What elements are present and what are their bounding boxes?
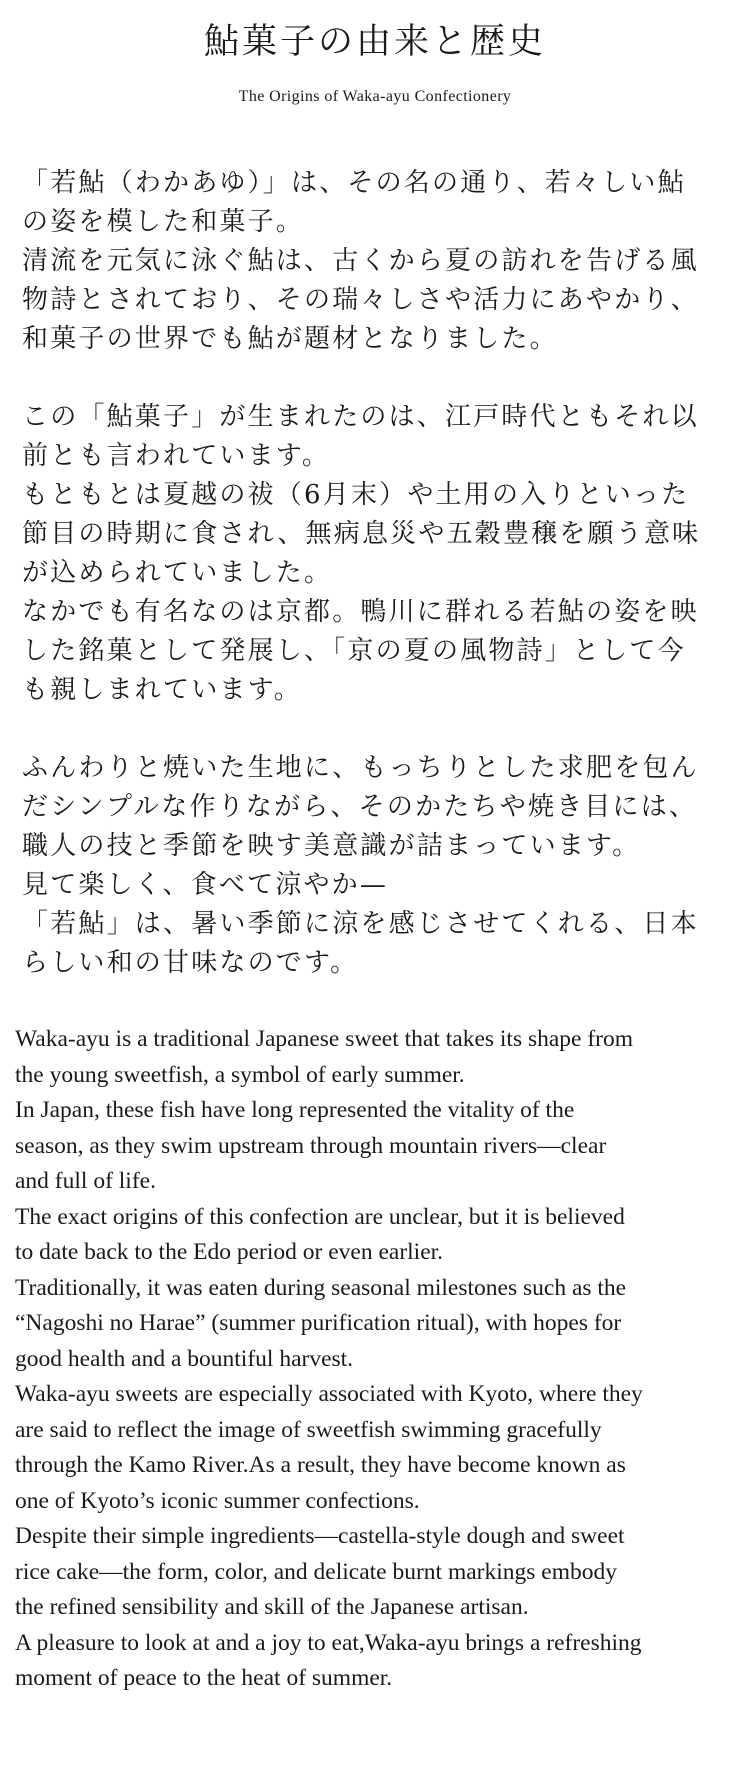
english-line: In Japan, these fish have long represented the vitality of the (15, 1097, 575, 1123)
japanese-line: だシンプルな作りながら、そのかたちや焼き目には、 (22, 792, 698, 822)
japanese-line: 和菓子の世界でも鮎が題材となりました。 (22, 324, 558, 354)
japanese-line: 「若鮎」は、暑い季節に涼を感じさせてくれる、日本 (22, 909, 699, 939)
japanese-line: 清流を元気に泳ぐ鮎は、古くから夏の訪れを告げる風 (22, 246, 699, 276)
japanese-line: もともとは夏越の祓（6月末）や土用の入りといった (22, 480, 690, 510)
japanese-line: 節目の時期に食され、無病息災や五穀豊穣を願う意味 (22, 519, 701, 549)
page-subtitle: The Origins of Waka-ayu Confectionery (238, 88, 512, 105)
english-line: Waka-ayu sweets are especially associated with Kyoto, where they (15, 1381, 643, 1407)
japanese-line: 物詩とされており、その瑞々しさや活力にあやかり、 (22, 285, 699, 315)
japanese-line: が込められていました。 (22, 558, 333, 588)
japanese-paragraph (22, 164, 737, 359)
japanese-line: らしい和の甘味なのです。 (22, 948, 359, 978)
english-line: The exact origins of this confection are unclear, but it is believed (15, 1203, 625, 1230)
english-line: to date back to the Edo period or even earlier. (15, 1239, 444, 1265)
japanese-line: も親しまれています。 (22, 675, 302, 705)
japanese-line: 職人の技と季節を映す美意識が詰まっています。 (22, 831, 641, 861)
english-line: the refined sensibility and skill of the Japanese artisan. (15, 1594, 529, 1620)
english-line: “Nagoshi no Harae” (summer purification ritual), with hopes for (15, 1310, 622, 1336)
english-line: moment of peace to the heat of summer. (15, 1665, 393, 1691)
japanese-line: この「鮎菓子」が生まれたのは、江戸時代ともそれ以 (22, 402, 699, 432)
english-line: season, as they swim upstream through mountain rivers—clear (15, 1132, 607, 1159)
english-line: the young sweetfish, a symbol of early summer. (15, 1061, 465, 1088)
english-line: good health and a bountiful harvest. (15, 1345, 354, 1372)
english-line: Waka-ayu is a traditional Japanese sweet that takes its shape from (15, 1026, 634, 1052)
japanese-line: なかでも有名なのは京都。鴨川に群れる若鮎の姿を映 (22, 597, 699, 627)
english-line: are said to reflect the image of sweetfish swimming gracefully (15, 1416, 602, 1443)
english-line: through the Kamo River.As a result, they have become known as (15, 1452, 626, 1478)
japanese-paragraph (22, 749, 737, 983)
english-line: rice cake—the form, color, and delicate burnt markings embody (15, 1558, 618, 1585)
english-line: and full of life. (15, 1168, 156, 1194)
english-line: Despite their simple ingredients—castella-style dough and sweet (15, 1523, 625, 1549)
japanese-text-block (22, 164, 737, 1022)
japanese-line: ふんわりと焼いた生地に、もっちりとした求肥を包ん (22, 753, 699, 783)
english-text-block (15, 1022, 743, 1697)
japanese-line: の姿を模した和菓子。 (22, 207, 305, 237)
japanese-paragraph (22, 398, 737, 710)
japanese-line: した銘菓として発展し、「京の夏の風物詩」として今 (22, 636, 686, 666)
japanese-line: 「若鮎（わかあゆ）」は、その名の通り、若々しい鮎 (22, 168, 686, 198)
english-line: Traditionally, it was eaten during seasonal milestones such as the (15, 1274, 627, 1301)
english-line: one of Kyoto’s iconic summer confections. (15, 1487, 420, 1514)
english-line: A pleasure to look at and a joy to eat,Waka-ayu brings a refreshing (15, 1629, 642, 1656)
japanese-line: 前とも言われています。 (22, 441, 331, 471)
japanese-line: 見て楽しく、食べて涼やか— (22, 870, 389, 900)
page-title: 鮎菓子の由来と歴史 (203, 22, 546, 62)
